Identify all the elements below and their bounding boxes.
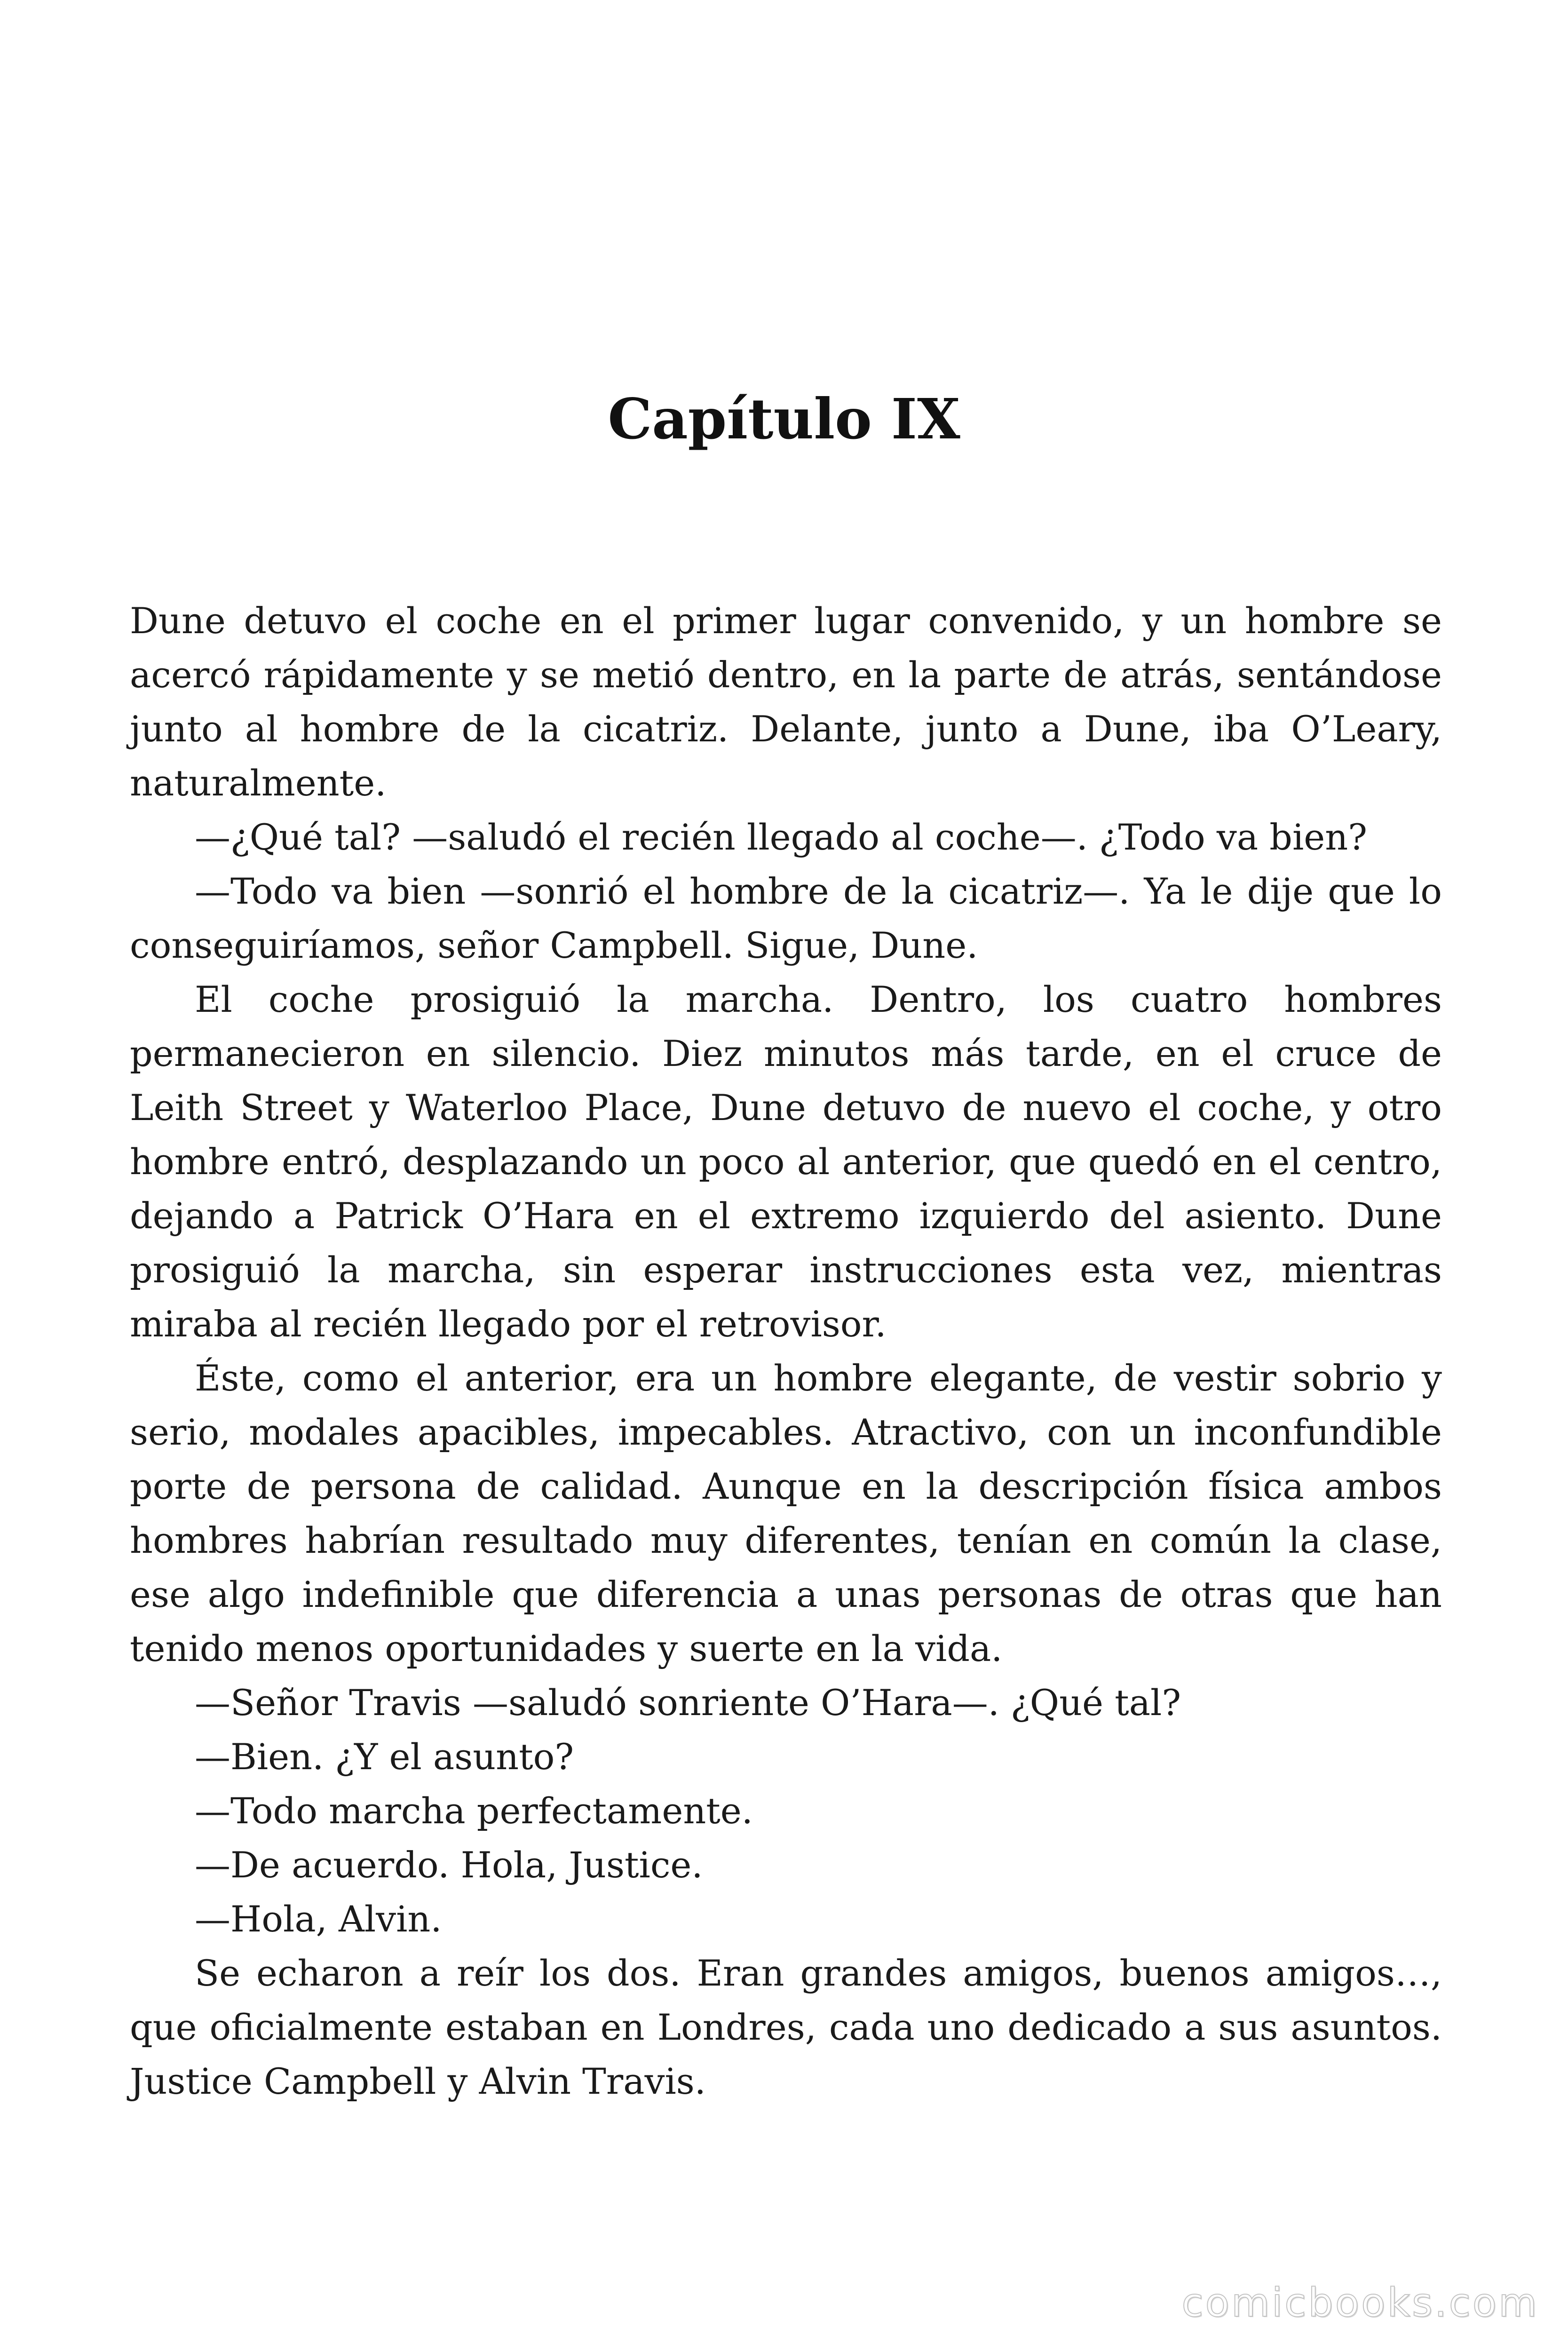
chapter-title: Capítulo IX <box>608 386 960 452</box>
paragraph: Dune detuvo el coche en el primer lugar convenido, y un hombre se acercó rápidamente y se metió dentro, en la parte de atrás, sentándose junto al hombre de la cicatriz. Delante, junto a Dune, iba O’Leary, naturalmente. <box>130 600 1442 804</box>
paragraph: —Señor Travis —saludó sonriente O’Hara—. ¿Qué tal? <box>195 1682 1181 1724</box>
paragraph: Éste, como el anterior, era un hombre elegante, de vestir sobrio y serio, modales apacibles, impecables. Atractivo, con un inconfundible porte de persona de calidad. Aunque en la descripción física ambos hombres habrían resultado muy diferentes, tenían en común la clase, ese algo indefinible que diferencia a unas personas de otras que han tenido menos oportunidades y suerte en la vida. <box>130 1357 1442 1669</box>
paragraph: El coche prosiguió la marcha. Dentro, los cuatro hombres permanecieron en silencio. Diez minutos más tarde, en el cruce de Leith Street y Waterloo Place, Dune detuvo de nuevo el coche, y otro hombre entró, desplazando un poco al anterior, que quedó en el centro, dejando a Patrick O’Hara en el extremo izquierdo del asiento. Dune prosiguió la marcha, sin esperar instrucciones esta vez, mientras miraba al recién llegado por el retrovisor. <box>130 978 1442 1345</box>
paragraph: Se echaron a reír los dos. Eran grandes amigos, buenos amigos…, que oficialmente estaban en Londres, cada uno dedicado a sus asuntos. Justice Campbell y Alvin Travis. <box>130 1952 1442 2102</box>
paragraph: —Hola, Alvin. <box>195 1898 442 1940</box>
paragraph: —Todo marcha perfectamente. <box>195 1790 753 1832</box>
watermark: comicbooks.com <box>1181 2280 1539 2326</box>
paragraph: —Bien. ¿Y el asunto? <box>195 1736 574 1778</box>
paragraph: —Todo va bien —sonrió el hombre de la cicatriz—. Ya le dije que lo conseguiríamos, señor Campbell. Sigue, Dune. <box>130 870 1442 966</box>
paragraph: —¿Qué tal? —saludó el recién llegado al coche—. ¿Todo va bien? <box>195 816 1367 858</box>
paragraph: —De acuerdo. Hola, Justice. <box>195 1844 703 1886</box>
chapter-body <box>130 594 1442 2108</box>
